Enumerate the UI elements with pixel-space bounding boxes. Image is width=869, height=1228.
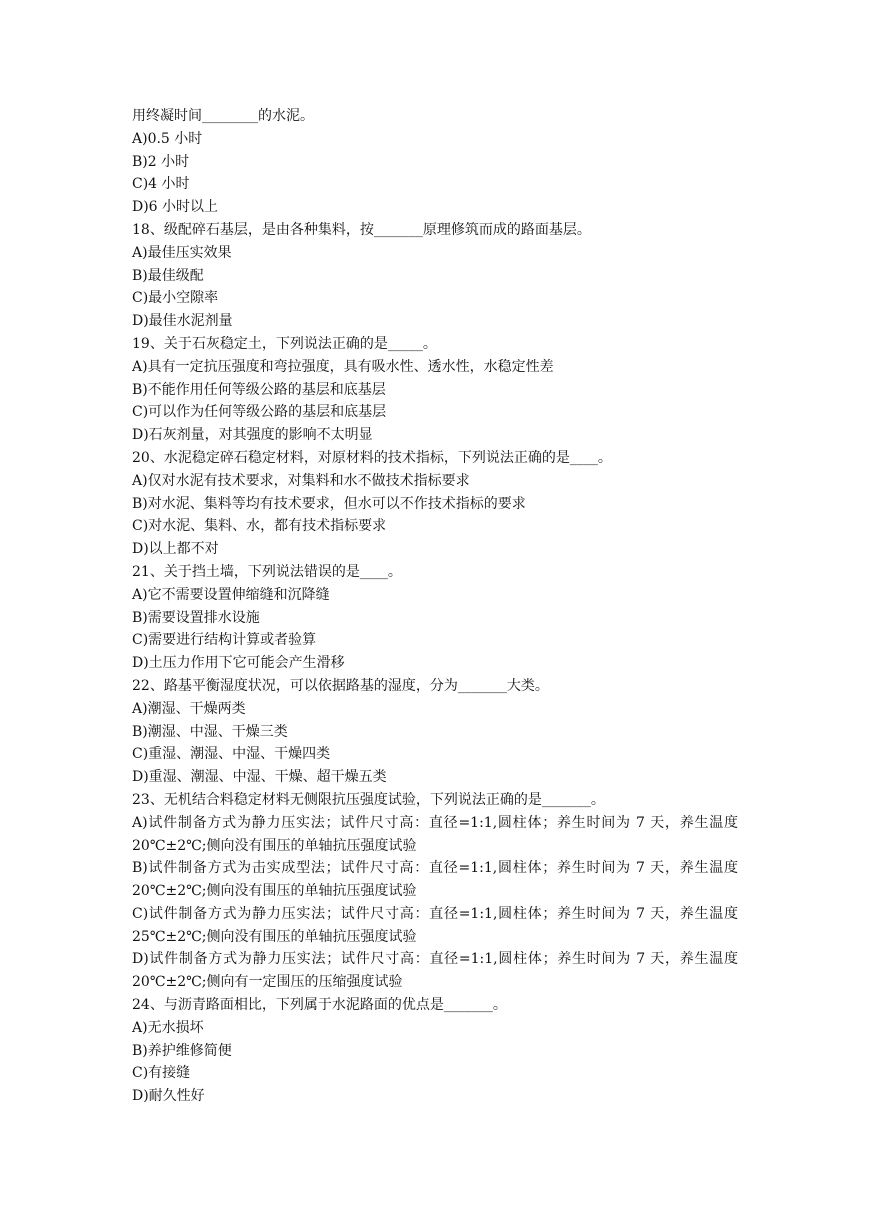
option-c: C)对水泥、集料、水，都有技术指标要求 [132,518,387,535]
question-22: 22、路基平衡湿度状况，可以依据路基的湿度，分为_______大类。 [132,677,549,694]
option-a: A)它不需要设置伸缩缝和沉降缝 [132,586,330,603]
option-d: D)试件制备方式为静力压实法；试件尺寸高：直径=1:1,圆柱体；养生时间为 7 天，养生温度 20℃±2℃;侧向有一定围压的压缩强度试验 [132,951,738,991]
option-b: B)2 小时 [132,153,190,170]
option-c: C)重湿、潮湿、中湿、干燥四类 [132,746,331,763]
option-b: B)养护维修简便 [132,1042,232,1059]
question-20: 20、水泥稳定碎石稳定材料，对原材料的技术指标，下列说法正确的是____。 [132,449,612,466]
option-d: D)石灰剂量，对其强度的影响不太明显 [132,427,373,444]
option-b: B)试件制备方式为击实成型法；试件尺寸高：直径=1:1,圆柱体；养生时间为 7 天，养生温度 20℃±2℃;侧向没有围压的单轴抗压强度试验 [132,860,738,900]
option-d: D)耐久性好 [132,1088,205,1105]
option-a: A)仅对水泥有技术要求，对集料和水不做技术指标要求 [132,472,470,489]
question-21: 21、关于挡土墙，下列说法错误的是____。 [132,563,402,580]
option-b: B)潮湿、中湿、干燥三类 [132,723,288,740]
option-c: C)试件制备方式为静力压实法；试件尺寸高：直径=1:1,圆柱体；养生时间为 7 天，养生温度 25℃±2℃;侧向没有围压的单轴抗压强度试验 [132,905,738,945]
question-24: 24、与沥青路面相比，下列属于水泥路面的优点是_______。 [132,997,507,1014]
option-a: A)最佳压实效果 [132,244,232,261]
option-c: C)需要进行结构计算或者验算 [132,632,317,649]
option-c: C)最小空隙率 [132,290,219,307]
question-19: 19、关于石灰稳定土，下列说法正确的是_____。 [132,335,437,352]
option-a: A)试件制备方式为静力压实法；试件尺寸高：直径=1:1,圆柱体；养生时间为 7 天，养生温度 20℃±2℃;侧向没有围压的单轴抗压强度试验 [132,814,738,854]
question-18: 18、级配碎石基层，是由各种集料，按_______原理修筑而成的路面基层。 [132,221,591,238]
option-b: B)对水泥、集料等均有技术要求，但水可以不作技术指标的要求 [132,495,526,512]
question-stem-continuation: 用终凝时间________的水泥。 [132,108,314,124]
option-a: A)0.5 小时 [132,130,203,147]
option-c: C)有接缝 [132,1065,191,1082]
option-d: D)6 小时以上 [132,199,219,216]
option-b: B)需要设置排水设施 [132,609,260,626]
question-23: 23、无机结合料稳定材料无侧限抗压强度试验，下列说法正确的是_______。 [132,791,605,808]
option-c: C)可以作为任何等级公路的基层和底基层 [132,404,387,421]
option-d: D)最佳水泥剂量 [132,313,233,330]
option-d: D)土压力作用下它可能会产生滑移 [132,655,345,672]
option-b: B)最佳级配 [132,267,204,284]
option-a: A)具有一定抗压强度和弯拉强度，具有吸水性、透水性，水稳定性差 [132,358,554,375]
option-d: D)重湿、潮湿、中湿、干燥、超干燥五类 [132,769,387,786]
option-c: C)4 小时 [132,176,190,193]
option-a: A)无水损坏 [132,1019,204,1036]
option-a: A)潮湿、干燥两类 [132,700,246,717]
option-b: B)不能作用任何等级公路的基层和底基层 [132,381,386,398]
option-d: D)以上都不对 [132,541,219,558]
document-body [132,105,738,1108]
